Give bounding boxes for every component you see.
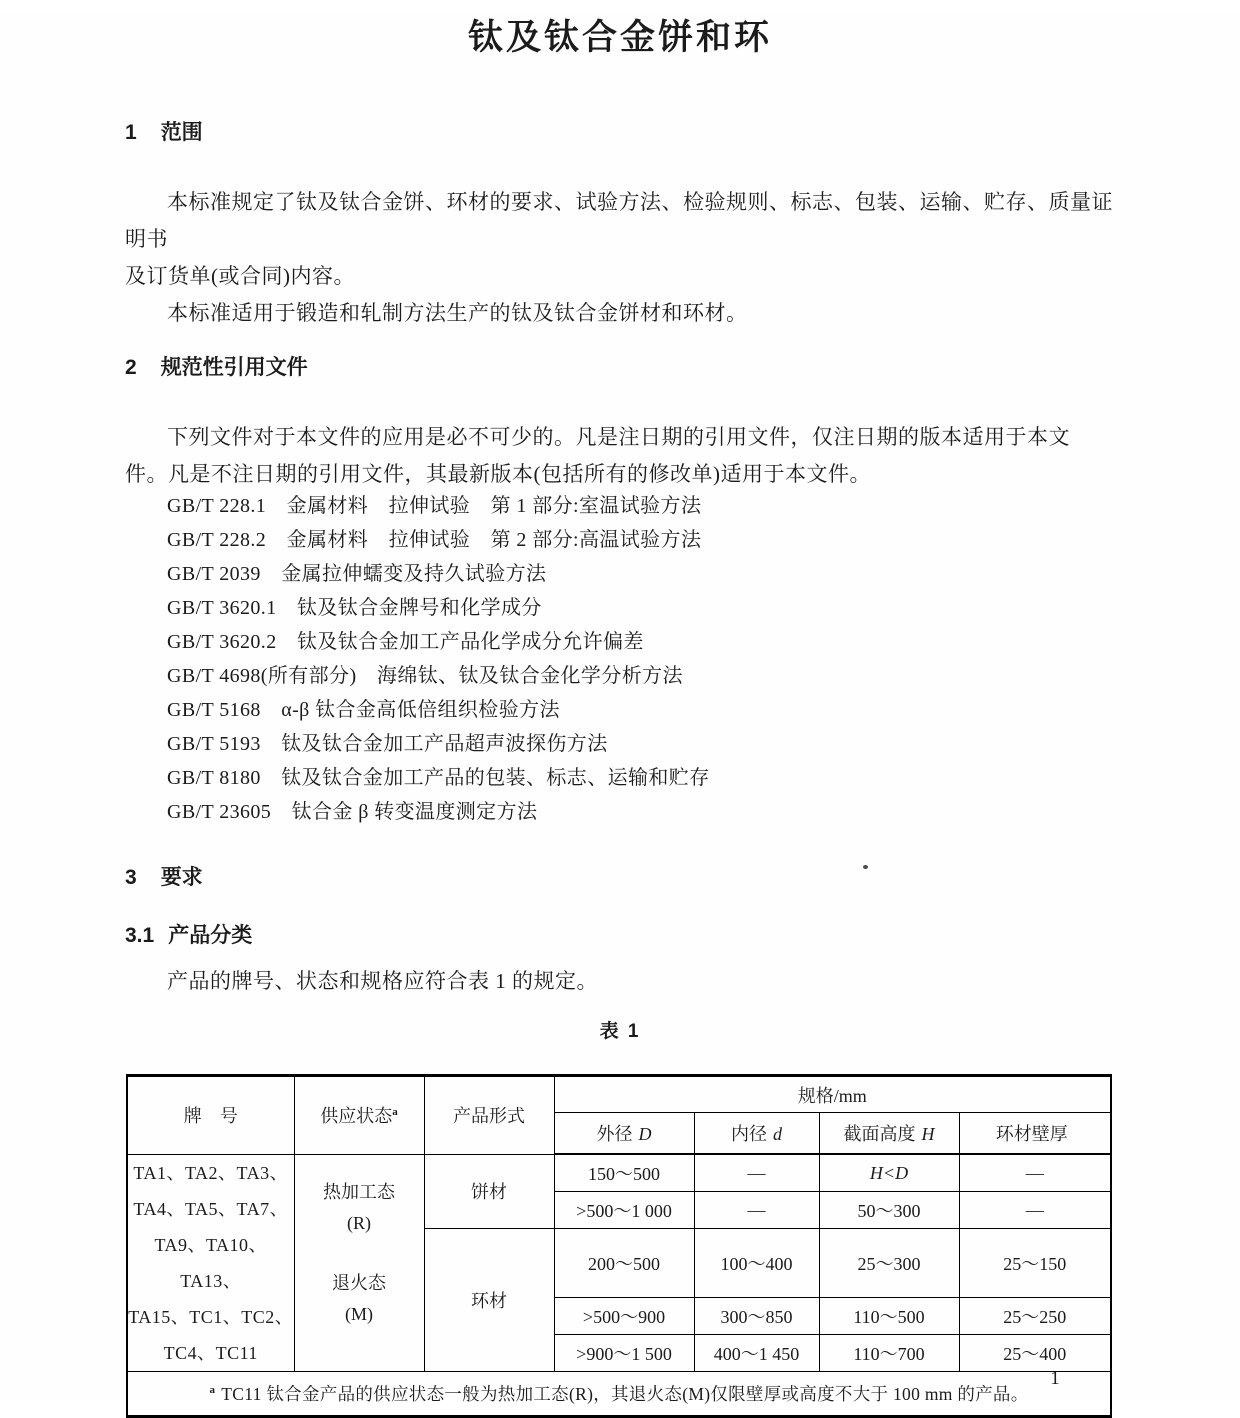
- paragraph-line: 及订货单(或合同)内容。: [125, 264, 355, 288]
- section-number: 1: [125, 121, 137, 144]
- col-label: 环材壁厚: [995, 1124, 1068, 1144]
- table-cell: —: [959, 1192, 1111, 1229]
- brand-line: TA1、TA2、TA3、: [133, 1162, 289, 1183]
- table-row: [127, 1154, 1111, 1192]
- state-line: (R): [347, 1212, 371, 1233]
- table-cell: 25～150: [959, 1229, 1111, 1298]
- page-number: 1: [1050, 1368, 1060, 1389]
- classification-paragraph: [125, 963, 1115, 1000]
- references-intro: [125, 419, 1115, 493]
- table-cell: H<D: [819, 1154, 959, 1192]
- document-page: [0, 14, 1240, 1404]
- table-cell: >500～1 000: [554, 1192, 694, 1229]
- col-header-inner-diameter: [694, 1113, 819, 1155]
- table-cell: 25～250: [959, 1297, 1111, 1334]
- section-number: 2: [125, 356, 137, 379]
- col-header-form: 产品形式: [424, 1076, 554, 1155]
- table-header-row-top: [127, 1076, 1111, 1113]
- table-cell: 110～500: [819, 1297, 959, 1334]
- reference-item: GB/T 3620.2 钛及钛合金加工产品化学成分允许偏差: [167, 631, 644, 653]
- table-cell: 400～1 450: [694, 1334, 819, 1371]
- reference-list: [125, 489, 1115, 829]
- col-label: 截面高度: [843, 1124, 916, 1144]
- reference-item: GB/T 23605 钛合金 β 转变温度测定方法: [167, 801, 538, 823]
- section-number: 3: [125, 866, 137, 889]
- table-caption: 表 1: [599, 1021, 641, 1042]
- table-cell: >900～1 500: [554, 1334, 694, 1371]
- section-number: 3.1: [125, 924, 155, 947]
- table-cell: 200～500: [554, 1229, 694, 1298]
- col-header-brand: 牌 号: [127, 1076, 294, 1155]
- reference-item: GB/T 5193 钛及钛合金加工产品超声波探伤方法: [167, 733, 608, 755]
- table-cell: —: [694, 1192, 819, 1229]
- col-variable: H: [921, 1124, 935, 1144]
- table-1: [126, 1074, 1112, 1418]
- table-cell: 25～300: [819, 1229, 959, 1298]
- table-cell: 110～700: [819, 1334, 959, 1371]
- page-title: 钛及钛合金饼和环: [467, 18, 772, 57]
- reference-item: GB/T 3620.1 钛及钛合金牌号和化学成分: [167, 597, 542, 619]
- form-cell-ring: 环材: [424, 1229, 554, 1372]
- state-wrap: [295, 1171, 424, 1354]
- scope-paragraphs: [125, 184, 1115, 332]
- scan-artifact-dot: [863, 865, 868, 869]
- brand-line: TA4、TA5、TA7、: [133, 1198, 289, 1219]
- paragraph-line: 件。凡是不注日期的引用文件，其最新版本(包括所有的修改单)适用于本文件。: [125, 462, 871, 486]
- table-cell: 300～850: [694, 1297, 819, 1334]
- col-header-state: [294, 1076, 424, 1155]
- state-cell: [294, 1154, 424, 1371]
- section-label: 要求: [160, 866, 203, 889]
- footnote-text: TC11 钛合金产品的供应状态一般为热加工态(R)，其退火态(M)仅限壁厚或高度不大于 100 mm 的产品。: [221, 1383, 1029, 1404]
- paragraph-line: 产品的牌号、状态和规格应符合表 1 的规定。: [167, 969, 598, 993]
- table-cell: 150～500: [554, 1154, 694, 1192]
- brand-line: TA9、TA10、TA13、: [154, 1234, 268, 1291]
- footnote-marker: a: [209, 1383, 216, 1396]
- page-content: [0, 14, 1240, 1418]
- section-label: 规范性引用文件: [160, 356, 308, 379]
- state-line: 热加工态: [323, 1181, 395, 1202]
- reference-item: GB/T 5168 α-β 钛合金高低倍组织检验方法: [167, 699, 560, 721]
- form-cell-cake: 饼材: [424, 1154, 554, 1229]
- section-label: 范围: [160, 121, 203, 144]
- table-cell: 50～300: [819, 1192, 959, 1229]
- table-footnote: [127, 1371, 1111, 1416]
- state-hot-worked: [295, 1171, 424, 1244]
- paragraph-line: 下列文件对于本文件的应用是必不可少的。凡是注日期的引用文件，仅注日期的版本适用于本文: [167, 425, 1070, 449]
- reference-item: GB/T 4698(所有部分) 海绵钛、钛及钛合金化学分析方法: [167, 665, 683, 687]
- brand-line: TA15、TC1、TC2、: [128, 1306, 294, 1327]
- col-header-ring-wall: [959, 1113, 1111, 1155]
- table-cell: >500～900: [554, 1297, 694, 1334]
- paragraph-line: 本标准规定了钛及钛合金饼、环材的要求、试验方法、检验规则、标志、包装、运输、贮存、质量证明书: [125, 190, 1113, 251]
- col-header-section-height: [819, 1113, 959, 1155]
- state-line: (M): [345, 1304, 373, 1325]
- brand-line: TC4、TC11: [163, 1342, 258, 1363]
- state-line: 退火态: [332, 1273, 386, 1294]
- section-label: 产品分类: [168, 924, 253, 947]
- reference-item: GB/T 228.2 金属材料 拉伸试验 第 2 部分:高温试验方法: [167, 529, 702, 551]
- table-cell: 100～400: [694, 1229, 819, 1298]
- reference-item: GB/T 8180 钛及钛合金加工产品的包装、标志、运输和贮存: [167, 767, 710, 789]
- col-variable: d: [773, 1124, 782, 1144]
- section-heading-references: [125, 353, 1115, 383]
- reference-item: GB/T 2039 金属拉伸蠕变及持久试验方法: [167, 563, 547, 585]
- table-cell: 25～400: [959, 1334, 1111, 1371]
- col-header-spec: 规格/mm: [554, 1076, 1111, 1113]
- paragraph-line: 本标准适用于锻造和轧制方法生产的钛及钛合金饼材和环材。: [167, 301, 748, 325]
- col-label: 内径: [731, 1124, 767, 1144]
- table-footnote-row: [127, 1371, 1111, 1416]
- footnote-marker: a: [392, 1106, 398, 1119]
- section-heading-classification: [125, 921, 1115, 951]
- col-label: 外径: [596, 1124, 633, 1144]
- section-heading-scope: [125, 118, 1115, 148]
- col-header-outer-diameter: [554, 1113, 694, 1155]
- table-cell: —: [694, 1154, 819, 1192]
- col-header-state-label: 供应状态: [320, 1106, 393, 1127]
- section-heading-requirements: [125, 863, 1115, 893]
- col-variable: D: [638, 1124, 652, 1144]
- state-annealed: [295, 1244, 424, 1354]
- table-cell: —: [959, 1154, 1111, 1192]
- reference-item: GB/T 228.1 金属材料 拉伸试验 第 1 部分:室温试验方法: [167, 495, 702, 517]
- brand-cell: [127, 1154, 294, 1371]
